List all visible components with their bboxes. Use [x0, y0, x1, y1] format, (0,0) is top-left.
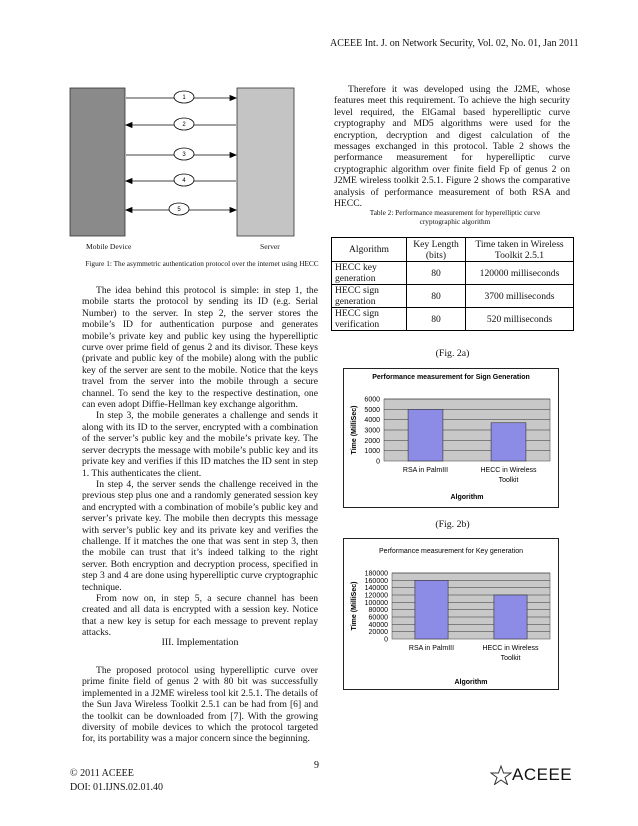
- y-tick-label: 0: [376, 458, 380, 466]
- paragraph: From now on, in step 5, a secure channel has been created and all data is encrypted with a session key. Notice that a new key is setup for each message to prevent replay attacks.: [82, 592, 318, 639]
- implementation-body: [82, 665, 318, 745]
- y-axis-label: Time (MilliSec): [351, 405, 358, 455]
- y-tick-label: 0: [384, 636, 388, 644]
- bar: [494, 595, 527, 639]
- running-head: ACEEE Int. J. on Network Security, Vol. 02, No. 01, Jan 2011: [330, 38, 579, 49]
- section-heading: III. Implementation: [161, 637, 239, 648]
- paragraph: Therefore it was developed using the J2ME, whose features meet this requirement. To achieve the high security level required, the ElGamal based hyperelliptic curve cryptography and MD5 algorithms were used for the encryption, decryption and digest calculation of the messages exchanged in this protocol. Table 2 shows the performance measurement for hyperelliptic curve cryptographic algorithm over finite field Fp of genus 2 on J2ME wireless toolkit 2.5.1. Figure 2 shows the comparative analysis of performance measurement of both RSA and HECC.: [334, 84, 570, 210]
- chart-sign-generation: [343, 368, 559, 508]
- table-cell: 80: [407, 308, 466, 331]
- step-label: 5: [177, 207, 181, 213]
- logo-text: ACEEE: [512, 765, 573, 784]
- doi: DOI: 01.IJNS.02.01.40: [70, 782, 164, 793]
- x-category-label: Toolkit: [498, 477, 519, 484]
- step-label: 3: [182, 152, 186, 158]
- server-box: [237, 88, 294, 236]
- table-cell: HECC key generation: [332, 262, 407, 285]
- x-category-label: HECC in Wireless: [480, 467, 537, 474]
- step-label: 1: [182, 95, 186, 101]
- table-cell: HECC sign generation: [332, 285, 407, 308]
- table-cell: HECC sign verification: [332, 308, 407, 331]
- x-axis-label: Algorithm: [450, 494, 484, 501]
- x-axis-label: Algorithm: [454, 679, 488, 686]
- chart-key-generation: [343, 538, 559, 690]
- chart-title: Performance measurement for Key generation: [379, 548, 523, 555]
- fig2b-label: (Fig. 2b): [435, 519, 470, 530]
- server-label: Server: [260, 242, 280, 251]
- bar: [415, 580, 448, 639]
- copyright: © 2011 ACEEE: [70, 768, 134, 779]
- table-header-row: [332, 238, 574, 262]
- x-category-label: HECC in Wireless: [482, 645, 539, 652]
- table-cell: 80: [407, 285, 466, 308]
- table-row: [332, 308, 574, 331]
- table-header-cell: Algorithm: [332, 238, 407, 262]
- protocol-diagram: [60, 85, 330, 240]
- mobile-device-box: [70, 88, 125, 236]
- y-tick-label: 40000: [368, 621, 388, 629]
- x-category-label: Toolkit: [500, 655, 521, 662]
- y-tick-label: 5000: [364, 406, 380, 414]
- table-cell: 520 milliseconds: [466, 308, 574, 331]
- y-tick-label: 180000: [364, 570, 388, 578]
- y-tick-label: 100000: [364, 599, 388, 607]
- bar: [408, 409, 443, 461]
- y-tick-label: 3000: [364, 427, 380, 435]
- star-icon: [490, 765, 512, 785]
- table-header-cell: Time taken in Wireless Toolkit 2.5.1: [466, 238, 574, 262]
- paragraph: In step 4, the server sends the challenge received in the previous step plus one and a randomly generated session key and encrypted with a combination of mobile’s public key and server’s private key. The mobile then decrypts this message with server’s public key and its private key and verifies the challenge. If it matches the one that was sent in step 3, then the mobile can trust that it’s indeed talking to the right server. Both encryption and decryption process, specified in step 3 and 4 are done using hyperelliptic curve cryptographic technique.: [82, 478, 318, 593]
- right-column-body: [334, 84, 570, 209]
- table-cell: 80: [407, 262, 466, 285]
- table-row: [332, 285, 574, 308]
- y-tick-label: 140000: [364, 585, 388, 593]
- table-cell: 120000 milliseconds: [466, 262, 574, 285]
- y-axis-label: Time (MilliSec): [351, 581, 358, 631]
- page-number: 9: [314, 760, 319, 771]
- table-cell: 3700 milliseconds: [466, 285, 574, 308]
- x-category-label: RSA in PalmIII: [408, 645, 455, 652]
- performance-table: [331, 237, 574, 331]
- fig2a-label: (Fig. 2a): [435, 348, 470, 359]
- y-tick-label: 6000: [364, 396, 380, 404]
- y-tick-label: 4000: [364, 417, 380, 425]
- y-tick-label: 1000: [364, 448, 380, 456]
- step-label: 2: [182, 122, 186, 128]
- mobile-device-label: Mobile Device: [86, 242, 132, 251]
- x-category-label: RSA in PalmIII: [402, 467, 449, 474]
- table-caption: Table 2: Performance measurement for hyperelliptic curve cryptographic algorithm: [369, 208, 541, 226]
- figure1-caption: Figure 1: The asymmetric authentication protocol over the internet using HECC: [85, 259, 319, 268]
- y-tick-label: 120000: [364, 592, 388, 600]
- table-header-cell: Key Length (bits): [407, 238, 466, 262]
- aceee-logo: [490, 765, 572, 785]
- y-tick-label: 160000: [364, 577, 388, 585]
- table-row: [332, 262, 574, 285]
- y-tick-label: 80000: [368, 607, 388, 615]
- chart-title: Performance measurement for Sign Generation: [372, 374, 530, 381]
- y-tick-label: 60000: [368, 614, 388, 622]
- paragraph: The proposed protocol using hyperelliptic curve over prime finite field of genus 2 with 80 bit was successfully implemented in a J2ME wireless tool kit 2.5.1. The details of the Sun Java Wireless Toolkit 2.5.1 can be had from [6] and the toolkit can be downloaded from [7]. With the growing diversity of mobile devices to which the protocol targeted for, its portability was a major concern since the beginning.: [82, 665, 318, 745]
- paragraph: The idea behind this protocol is simple: in step 1, the mobile starts the protocol by sending its ID (e.g. Serial Number) to the server. In step 2, the server stores the mobile’s ID for authentication purpose and generates mobile’s private key and public key using the hyperelliptic curve over prime field of genus 2 and its divisor. These keys (private and public key of the mobile) along with the public key of the server are sent to the mobile. Notice that the keys travel from the server into the mobile through a secure channel. To send the key to the respective destination, one can even adopt Diffie-Hellman key exchange algorithm.: [82, 285, 318, 411]
- bar: [491, 423, 526, 461]
- left-column-body: [82, 285, 318, 639]
- paragraph: In step 3, the mobile generates a challenge and sends it along with its ID to the server, encrypted with a combination of the server’s public key and the mobile’s private key. The server decrypts the message with mobile’s public key and its private key and verifies if this ID matches the ID sent in step 1. This authenticates the client.: [82, 410, 318, 479]
- step-label: 4: [182, 178, 186, 184]
- y-tick-label: 20000: [368, 629, 388, 637]
- y-tick-label: 2000: [364, 437, 380, 445]
